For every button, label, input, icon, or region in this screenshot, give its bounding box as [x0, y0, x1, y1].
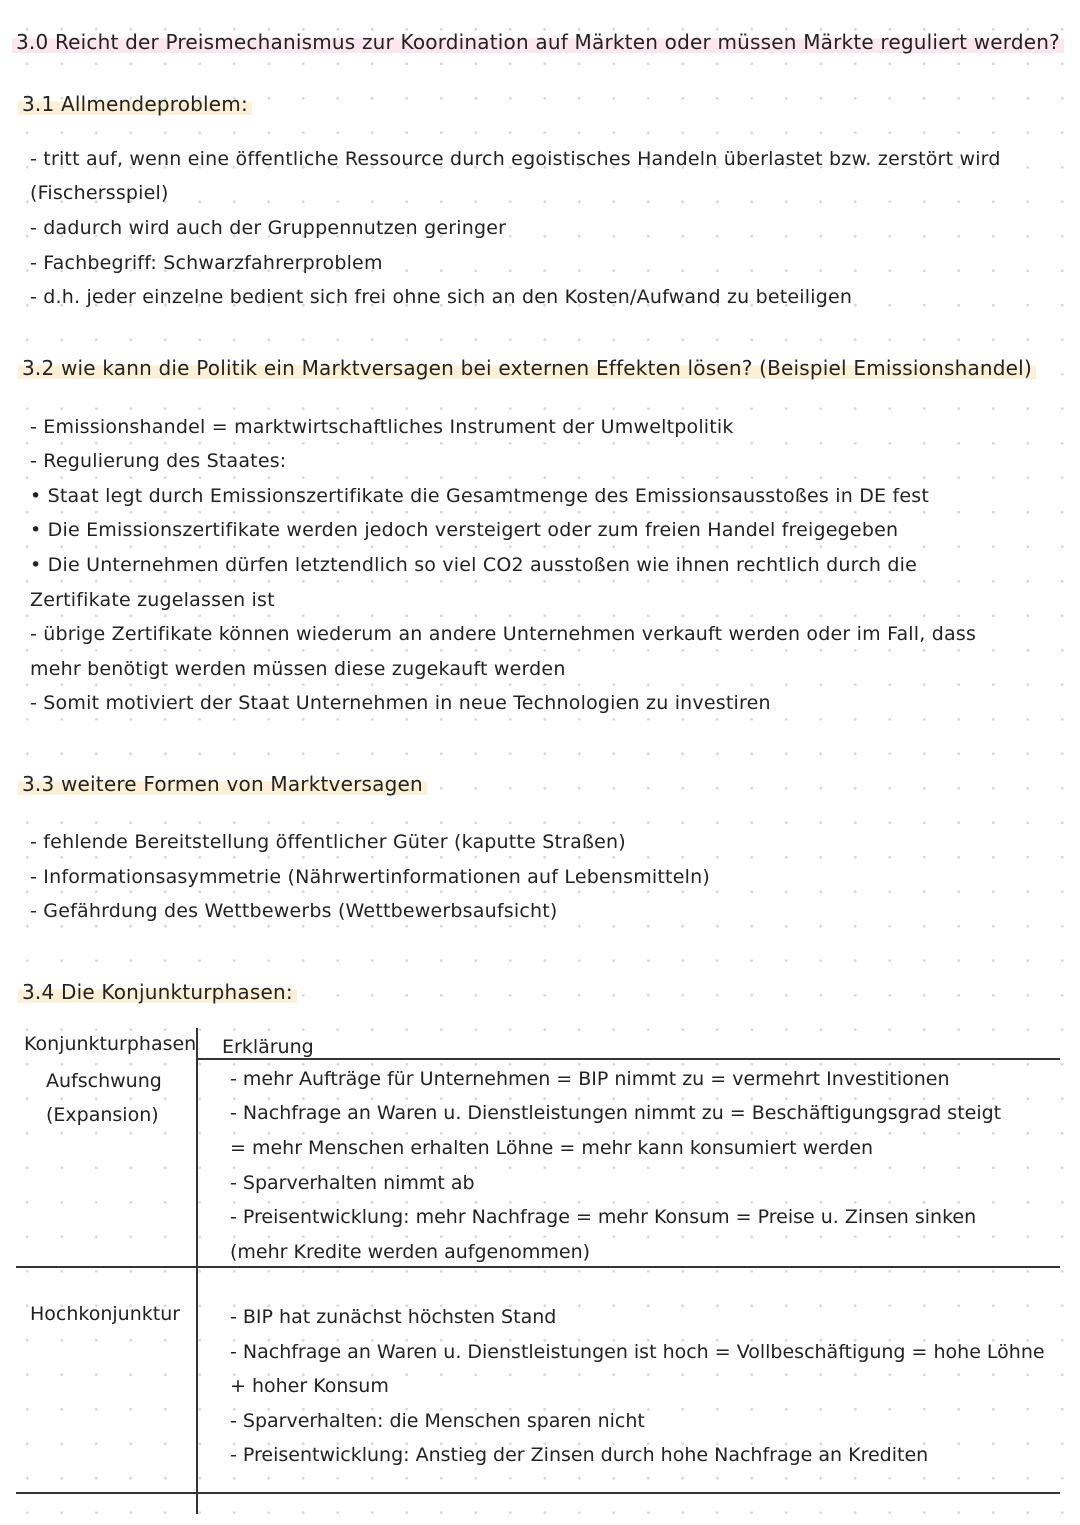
text-line: - Preisentwicklung: Anstieg der Zinsen durch hohe Nachfrage an Krediten — [230, 1444, 929, 1466]
text-line: mehr benötigt werden müssen diese zugekauft werden — [30, 658, 566, 680]
text-line: - dadurch wird auch der Gruppennutzen geringer — [30, 217, 507, 239]
text-line: + hoher Konsum — [230, 1375, 389, 1397]
text-line: - tritt auf, wenn eine öffentliche Ressource durch egoistisches Handeln überlastet bzw. zerstört wird — [30, 148, 1001, 170]
text-line: - Somit motiviert der Staat Unternehmen in neue Technologien zu investiren — [30, 692, 771, 714]
heading-3-3: 3.3 weitere Formen von Marktversagen — [18, 772, 427, 796]
text-line: - mehr Aufträge für Unternehmen = BIP nimmt zu = vermehrt Investitionen — [230, 1068, 950, 1090]
text-line: (mehr Kredite werden aufgenommen) — [230, 1241, 591, 1263]
text-line: - Regulierung des Staates: — [30, 450, 287, 472]
text-line: - fehlende Bereitstellung öffentlicher Güter (kaputte Straßen) — [30, 831, 626, 853]
heading-3-0: 3.0 Reicht der Preismechanismus zur Koordination auf Märkten oder müssen Märkte reguliert werden? — [12, 30, 1064, 54]
heading-3-4: 3.4 Die Konjunkturphasen: — [18, 980, 297, 1004]
table-rule — [16, 1266, 1060, 1268]
table-rule — [16, 1492, 1060, 1494]
table-rule — [196, 1058, 1060, 1060]
text-line: - Gefährdung des Wettbewerbs (Wettbewerbsaufsicht) — [30, 900, 558, 922]
table-divider — [196, 1028, 198, 1514]
text-line: (Fischersspiel) — [30, 182, 169, 204]
text-line: Zertifikate zugelassen ist — [30, 589, 275, 611]
text-line: - BIP hat zunächst höchsten Stand — [230, 1306, 557, 1328]
text-line: • Staat legt durch Emissionszertifikate die Gesamtmenge des Emissionsausstoßes in DE fest — [30, 485, 930, 507]
text-line: - Informationsasymmetrie (Nährwertinformationen auf Lebensmitteln) — [30, 866, 710, 888]
text-line: - Sparverhalten: die Menschen sparen nicht — [230, 1410, 645, 1432]
text-line: • Die Emissionszertifikate werden jedoch versteigert oder zum freien Handel freigegeben — [30, 519, 899, 541]
heading-3-1: 3.1 Allmendeproblem: — [18, 92, 252, 116]
text-line: - Preisentwicklung: mehr Nachfrage = mehr Konsum = Preise u. Zinsen sinken — [230, 1206, 977, 1228]
text-line: - Emissionshandel = marktwirtschaftliches Instrument der Umweltpolitik — [30, 416, 734, 438]
text-line: - Nachfrage an Waren u. Dienstleistungen nimmt zu = Beschäftigungsgrad steigt — [230, 1102, 1002, 1124]
text-line: - Nachfrage an Waren u. Dienstleistungen ist hoch = Vollbeschäftigung = hohe Löhne — [230, 1341, 1045, 1363]
heading-3-2: 3.2 wie kann die Politik ein Marktversagen bei externen Effekten lösen? (Beispiel Emissionshandel) — [18, 356, 1036, 380]
phase-name: Aufschwung — [46, 1070, 162, 1092]
text-line: = mehr Menschen erhalten Löhne = mehr kann konsumiert werden — [230, 1137, 874, 1159]
phase-name: Hochkonjunktur — [30, 1303, 181, 1325]
text-line: - Fachbegriff: Schwarzfahrerproblem — [30, 252, 383, 274]
text-line: - d.h. jeder einzelne bedient sich frei ohne sich an den Kosten/Aufwand zu beteiligen — [30, 286, 853, 308]
table-header-explanation: Erklärung — [222, 1036, 314, 1058]
text-line: - Sparverhalten nimmt ab — [230, 1172, 475, 1194]
text-line: • Die Unternehmen dürfen letztendlich so viel CO2 ausstoßen wie ihnen rechtlich durch die — [30, 554, 917, 576]
phase-name: (Expansion) — [46, 1104, 159, 1126]
text-line: - übrige Zertifikate können wiederum an andere Unternehmen verkauft werden oder im Fall, dass — [30, 623, 977, 645]
table-header-phase: Konjunkturphasen — [24, 1033, 197, 1055]
